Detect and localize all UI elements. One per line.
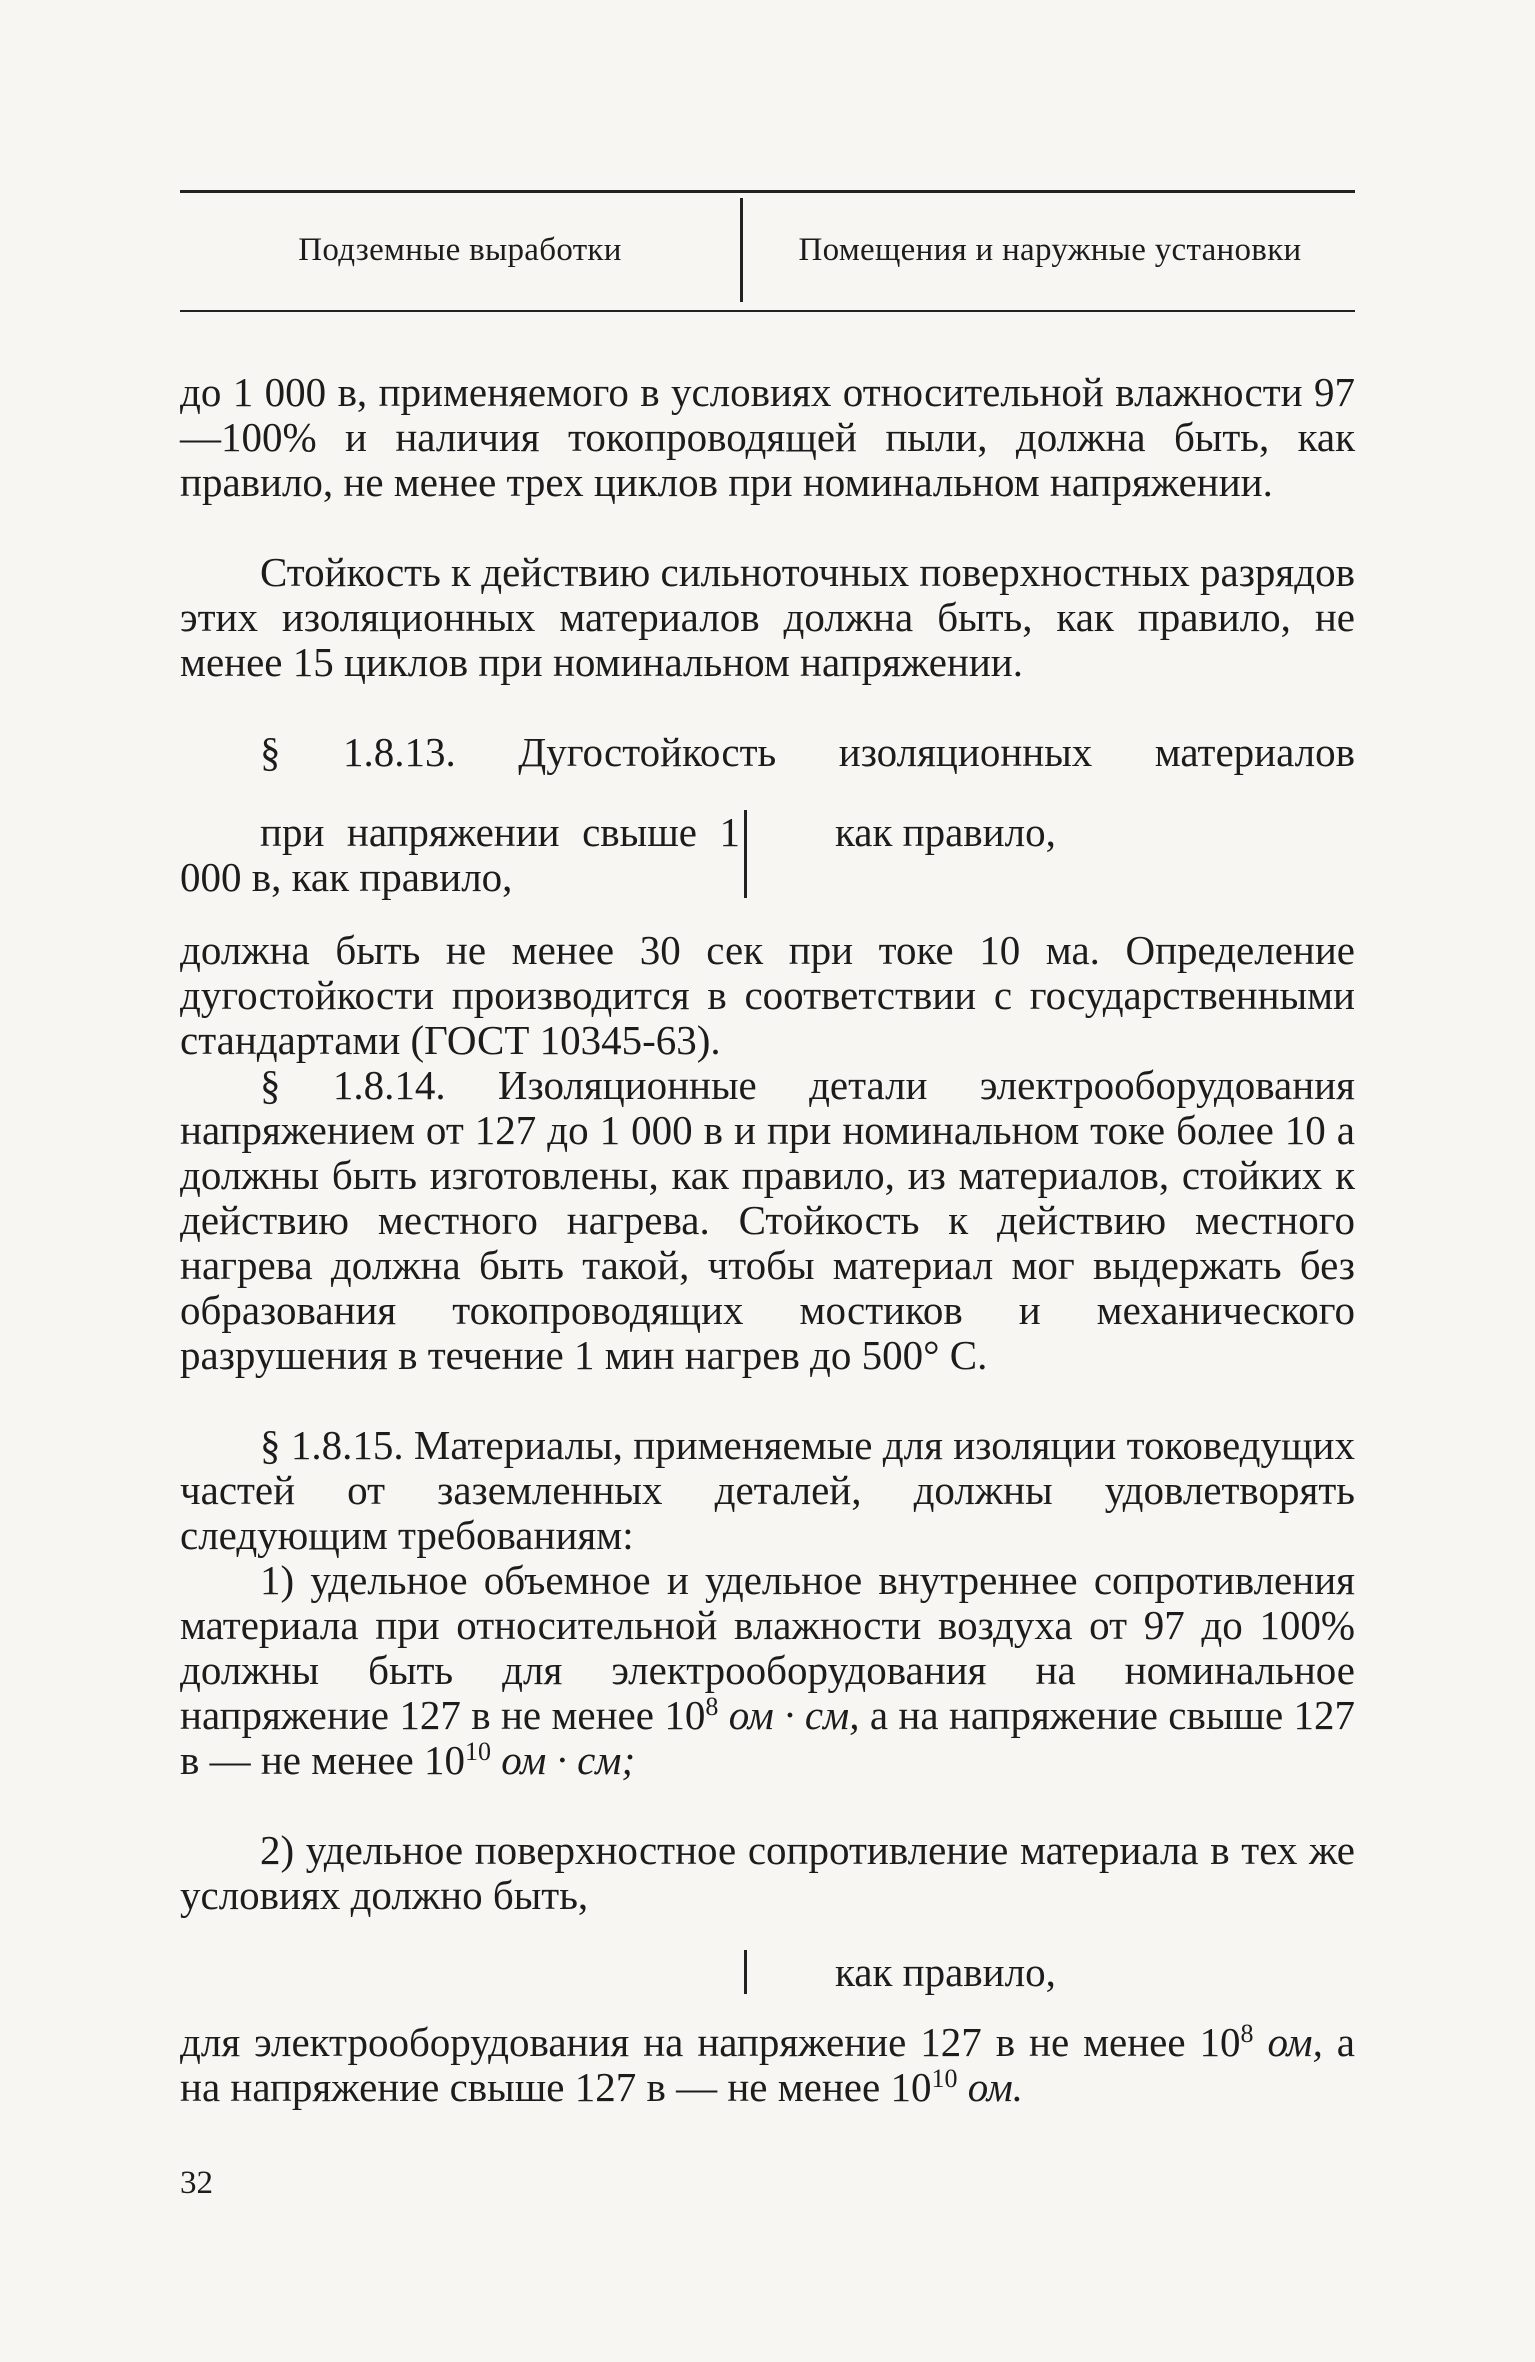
header-left-column: Подземные выработки xyxy=(298,231,622,268)
split-left-underground: при напряжении свыше 1 000 в, как правило, xyxy=(180,809,740,900)
item-2-split-divider xyxy=(744,1950,747,1994)
item-2-unit-1: ом, xyxy=(1267,2019,1323,2065)
split-right-premises: как правило, xyxy=(835,809,1056,855)
item-1-mid: а на напряжение свыше 127 в — не менее xyxy=(180,1692,1356,1783)
paragraph-continuation: до 1 000 в, применяемого в условиях относительной влажности 97—100% и наличия токопроводящей пыли, должна быть, как правило, не менее трех циклов при номинальном напряжении. xyxy=(180,369,1355,505)
item-2-value-2: $10^{10}$ xyxy=(890,2064,958,2110)
item-2-cont-b: а на напряжение свыше 127 в — не менее xyxy=(180,2019,1355,2110)
section-1-8-14: § 1.8.14. Изоляционные детали электрооборудования напряжением от 127 до 1 000 в и при номинальном токе более 10 а должны быть изготовлены, как правило, из материалов, стойких к действию местного нагрева. Стойкость к действию местного нагрева должна быть такой, чтобы материал мог выдержать без образования токопроводящих мостиков и механического разрушения в течение 1 мин нагрев до 500° С. xyxy=(180,1062,1355,1378)
item-1-text: 1) удельное объемное и удельное внутреннее сопротивления материала при относительной влажности воздуха от 97 до 100% должны быть для электрооборудования на номинальное напряжение 127 в не менее xyxy=(180,1557,1355,1738)
split-divider xyxy=(744,810,747,898)
item-1-value-1: $10^8$ xyxy=(664,1692,719,1738)
paragraph-resistance-discharge: Стойкость к действию сильноточных поверхностных разрядов этих изоляционных материалов должна быть, как правило, не менее 15 циклов при номинальном напряжении. xyxy=(180,549,1355,685)
document-page xyxy=(180,0,1355,2362)
requirement-item-1 xyxy=(180,1558,1355,1783)
page-number: 32 xyxy=(180,2165,213,2201)
item-2-cont-a: для электрооборудования на напряжение 127 в не менее xyxy=(180,2019,1186,2065)
item-2-split-right: как правило, xyxy=(835,1949,1056,1995)
section-1-8-13-heading: § 1.8.13. Дугостойкость изоляционных материалов xyxy=(260,729,1355,775)
header-bottom-rule xyxy=(180,310,1355,312)
item-2-value-1: $10^8$ xyxy=(1199,2019,1254,2065)
item-1-unit-1: ом · см, xyxy=(728,1692,860,1738)
item-1-value-2: $10^{10}$ xyxy=(423,1737,491,1783)
header-column-divider xyxy=(740,198,743,302)
requirement-item-2: 2) удельное поверхностное сопротивление материала в тех же условиях должно быть, xyxy=(180,1827,1355,1918)
item-2-continuation xyxy=(180,2020,1355,2110)
item-2-unit-2: ом. xyxy=(967,2064,1024,2110)
item-1-unit-2: ом · см; xyxy=(501,1737,636,1783)
section-1-8-15: § 1.8.15. Материалы, применяемые для изоляции токоведущих частей от заземленных деталей, должны удовлетворять следующим требованиям: xyxy=(180,1422,1355,1558)
section-1-8-13-continuation: должна быть не менее 30 сек при токе 10 ма. Определение дугостойкости производится в соответствии с государственными стандартами (ГОСТ 10345-63). xyxy=(180,927,1355,1063)
header-right-column: Помещения и наружные установки xyxy=(798,231,1302,268)
